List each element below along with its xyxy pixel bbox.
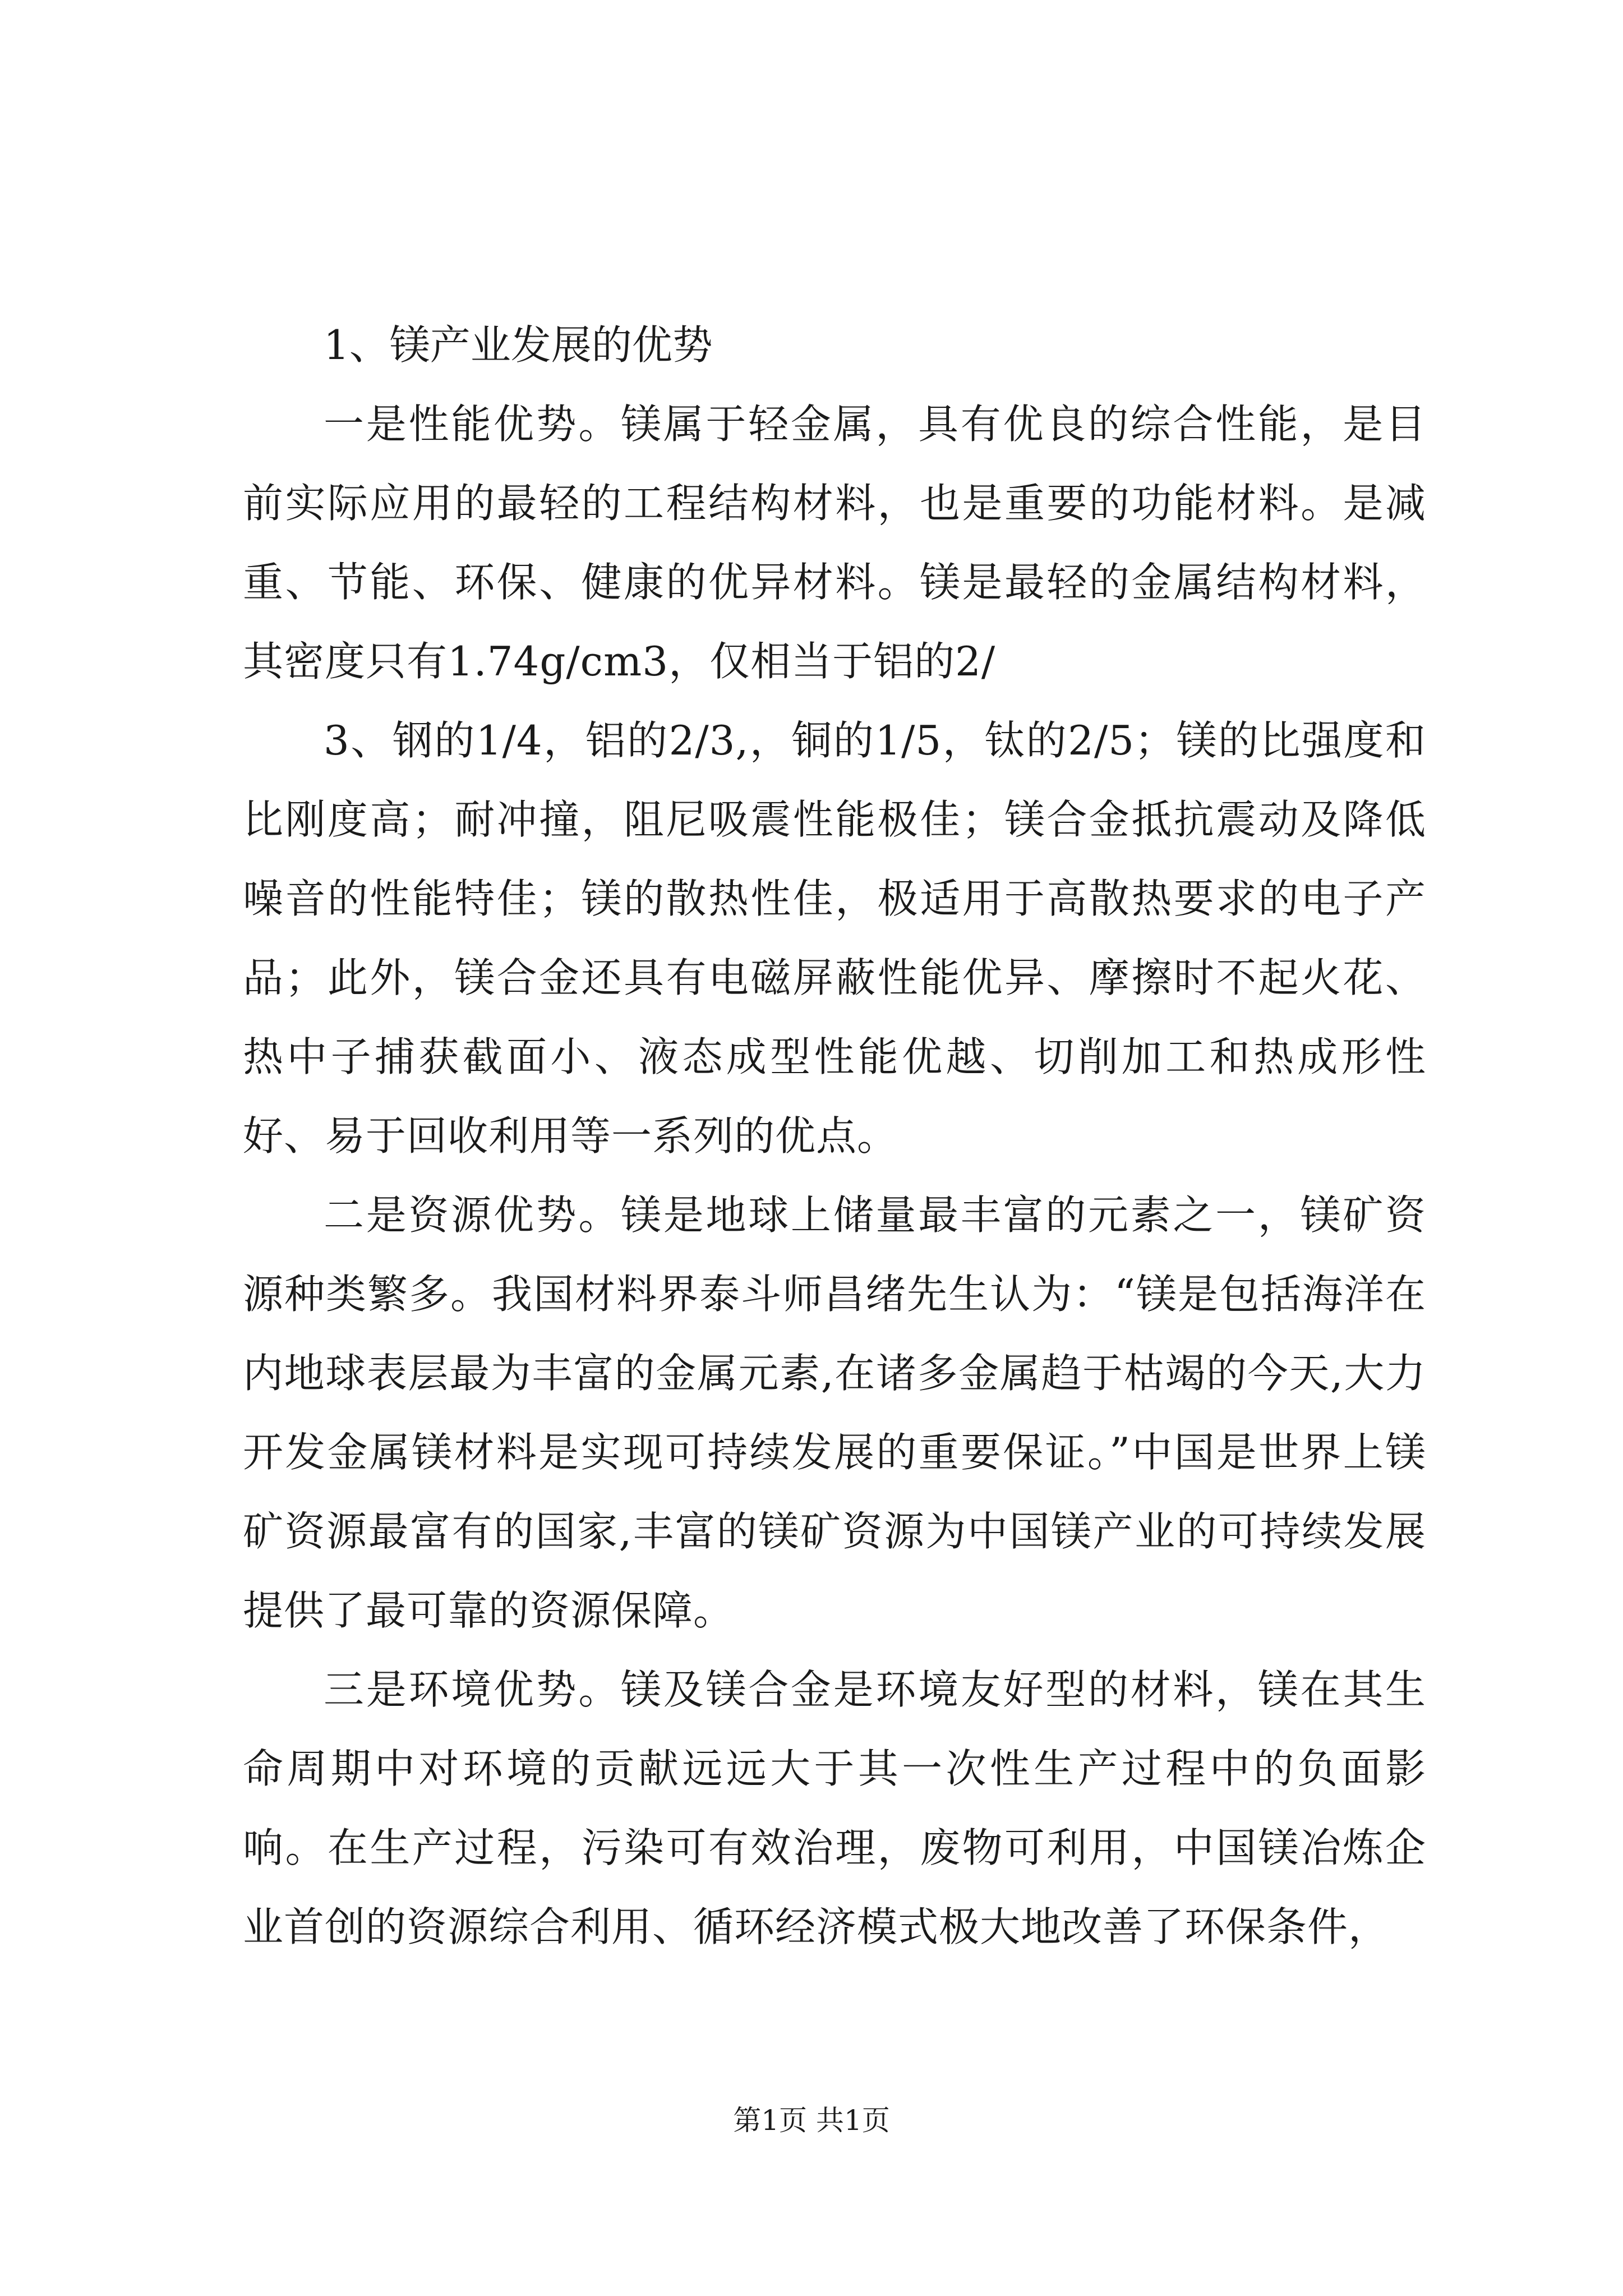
document-body <box>243 306 1426 1967</box>
section-heading: 1、镁产业发展的优势 <box>324 321 713 369</box>
page-footer <box>0 2101 1623 2140</box>
page-number-label: 第1页 共1页 <box>733 2104 890 2137</box>
paragraph-performance-advantage: 一是性能优势。镁属于轻金属，具有优良的综合性能，是目前实际应用的最轻的工程结构材料，也是重要的功能材料。是减重、节能、环保、健康的优异材料。镁是最轻的金属结构材料，其密度只有1.74g/cm3，仅相当于铝的2/ <box>243 401 1426 685</box>
paragraph-environment-advantage: 三是环境优势。镁及镁合金是环境友好型的材料，镁在其生命周期中对环境的贡献远远大于其一次性生产过程中的负面影响。在生产过程，污染可有效治理，废物可利用，中国镁冶炼企业首创的资源综合利用、循环经济模式极大地改善了环保条件， <box>243 1666 1426 1950</box>
paragraph-performance-details: 3、钢的1/4，铝的2/3,，铜的1/5，钛的2/5；镁的比强度和比刚度高；耐冲撞，阻尼吸震性能极佳；镁合金抵抗震动及降低噪音的性能特佳；镁的散热性佳，极适用于高散热要求的电子产品；此外，镁合金还具有电磁屏蔽性能优异、摩擦时不起火花、热中子捕获截面小、液态成型性能优越、切削加工和热成形性好、易于回收利用等一系列的优点。 <box>243 717 1426 1159</box>
paragraph-resource-advantage: 二是资源优势。镁是地球上储量最丰富的元素之一，镁矿资源种类繁多。我国材料界泰斗师昌绪先生认为：“镁是包括海洋在内地球表层最为丰富的金属元素,在诸多金属趋于枯竭的今天,大力开发金属镁材料是实现可持续发展的重要保证。”中国是世界上镁矿资源最富有的国家,丰富的镁矿资源为中国镁产业的可持续发展提供了最可靠的资源保障。 <box>243 1191 1426 1634</box>
